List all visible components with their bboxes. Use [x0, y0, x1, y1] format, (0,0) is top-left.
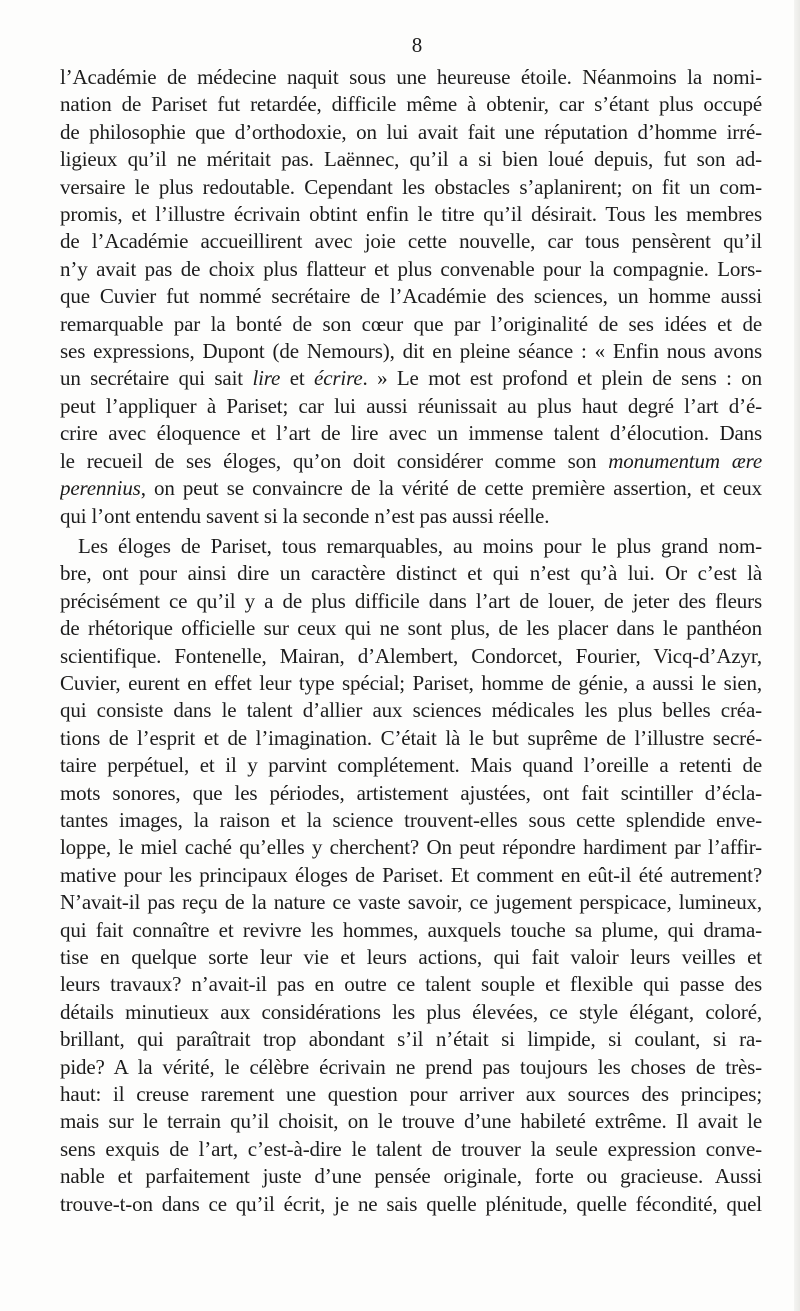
text-line: le recueil de ses éloges, qu’on doit considérer comme son monumentum ære [60, 448, 762, 473]
text-line: Les éloges de Pariset, tous remarquables, au moins pour le plus grand nom- [78, 533, 762, 558]
text-line: qui fait connaître et revivre les hommes, auxquels touche sa plume, qui drama- [60, 917, 762, 942]
paragraph [60, 533, 762, 1218]
text-line: précisément ce qu’il y a de plus difficile dans l’art de louer, de jeter des fleurs [60, 588, 762, 613]
text-line: perennius, on peut se convaincre de la vérité de cette première assertion, et ceux [60, 476, 762, 501]
text-line: tions de l’esprit et de l’imagination. C’était là le but suprême de l’illustre secré- [60, 725, 762, 750]
text-line: n’y avait pas de choix plus flatteur et plus convenable pour la compagnie. Lors- [60, 256, 762, 281]
text-line: versaire le plus redoutable. Cependant les obstacles s’aplanirent; on fit un com- [60, 174, 762, 199]
text-line: qui l’ont entendu savent si la seconde n’est pas aussi réelle. [60, 503, 550, 528]
text-line: nable et parfaitement juste d’une pensée originale, forte ou gracieuse. Aussi [60, 1164, 762, 1189]
text-line: tise en quelque sorte leur vie et leurs actions, qui fait valoir leurs veilles et [60, 945, 762, 969]
text-line: pide? A la vérité, le célèbre écrivain ne prend pas toujours les choses de très- [60, 1054, 762, 1079]
text-line: l’Académie de médecine naquit sous une heureuse étoile. Néanmoins la nomi- [60, 65, 762, 89]
text-line: taire perpétuel, et il y parvint complétement. Mais quand l’oreille a retenti de [60, 753, 762, 778]
text-line: de philosophie que d’orthodoxie, on lui avait fait une réputation d’homme irré- [60, 119, 762, 144]
text-line: loppe, le miel caché qu’elles y cherchent? On peut répondre hardiment par l’affir- [60, 835, 762, 860]
text-line: ses expressions, Dupont (de Nemours), dit en pleine séance : « Enfin nous avons [60, 339, 762, 364]
page-number: 8 [411, 33, 423, 57]
text-line: détails minutieux aux considérations les plus élevées, ce style élégant, coloré, [60, 999, 762, 1024]
text-line: tantes images, la raison et la science trouvent-elles sous cette splendide enve- [60, 807, 762, 832]
paragraph [60, 64, 762, 530]
scan-edge [794, 0, 800, 1311]
body-text [60, 64, 762, 1218]
text-line: de rhétorique officielle sur ceux qui ne sont plus, de les placer dans le panthéon [60, 616, 762, 641]
text-line: peut l’appliquer à Pariset; car lui aussi réunissait au plus haut degré l’art d’é- [60, 393, 762, 418]
text-line: ligieux qu’il ne méritait pas. Laënnec, qu’il a si bien loué depuis, fut son ad- [60, 147, 762, 172]
text-line: brillant, qui paraîtrait trop abondant s’il n’était si limpide, si coulant, si ra- [60, 1027, 762, 1052]
text-line: crire avec éloquence et l’art de lire avec un immense talent d’élocution. Dans [60, 421, 762, 446]
text-line: que Cuvier fut nommé secrétaire de l’Académie des sciences, un homme aussi [60, 284, 762, 309]
text-line: leurs travaux? n’avait-il pas en outre ce talent souple et flexible qui passe des [60, 972, 762, 997]
text-line: Cuvier, eurent en effet leur type spécial; Pariset, homme de génie, a aussi le sien, [60, 670, 762, 695]
text-line: nation de Pariset fut retardée, difficile même à obtenir, car s’étant plus occupé [60, 92, 762, 117]
text-line: trouve-t-on dans ce qu’il écrit, je ne sais quelle plénitude, quelle fécondité, quel [60, 1191, 762, 1216]
text-line: haut: il creuse rarement une question pour arriver aux sources des principes; [60, 1082, 762, 1107]
text-line: un secrétaire qui sait lire et écrire. » Le mot est profond et plein de sens : on [60, 366, 762, 391]
text-line: mais sur le terrain qu’il choisit, on le trouve d’une habileté extrême. Il avait le [60, 1109, 762, 1134]
text-line: mative pour les principaux éloges de Pariset. Et comment en eût-il été autrement? [60, 862, 762, 887]
text-line: N’avait-il pas reçu de la nature ce vaste savoir, ce jugement perspicace, lumineux, [60, 890, 762, 915]
text-line: mots sonores, que les périodes, artistement ajustées, ont fait scintiller d’écla- [60, 780, 762, 805]
text-line: promis, et l’illustre écrivain obtint enfin le titre qu’il désirait. Tous les membres [60, 202, 762, 227]
text-line: sens exquis de l’art, c’est-à-dire le talent de trouver la seule expression conve- [60, 1136, 762, 1161]
text-line: bre, ont pour ainsi dire un caractère distinct et qui n’est qu’à lui. Or c’est là [60, 561, 762, 586]
text-line: remarquable par la bonté de son cœur que par l’originalité de ses idées et de [60, 311, 762, 336]
text-line: qui consiste dans le talent d’allier aux sciences médicales les plus belles créa- [60, 698, 762, 723]
text-line: scientifique. Fontenelle, Mairan, d’Alembert, Condorcet, Fourier, Vicq-d’Azyr, [60, 643, 762, 668]
text-line: de l’Académie accueillirent avec joie cette nouvelle, car tous pensèrent qu’il [60, 229, 762, 254]
